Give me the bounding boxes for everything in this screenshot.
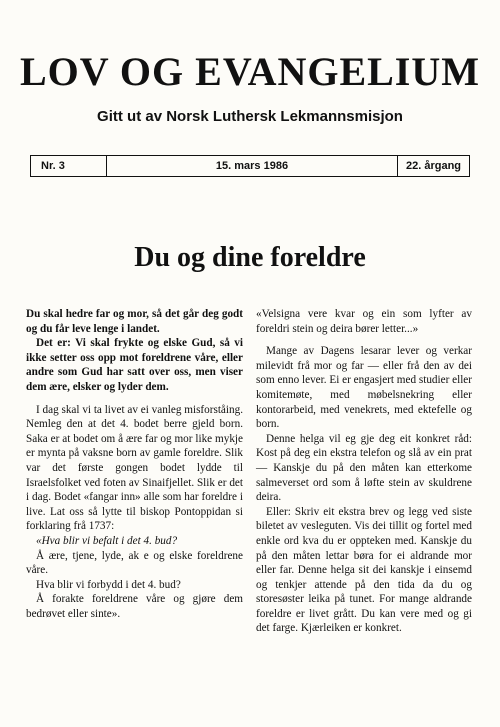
issue-bar <box>30 155 470 177</box>
body-paragraph: Denne helga vil eg gje deg eit konkret råd: Kost på deg ein ekstra telefon og slå av ein prat — Kanskje du på den måten kan etterkome salmeverset ord som å løfte stein av skuldrene deira. <box>256 432 472 504</box>
commandment-explanation: Det er: Vi skal frykte og elske Gud, så vi ikke setter oss opp mot foreldrene våre, eller andre som Gud har satt over oss, men viser dem ære, elsker og lyder dem. <box>26 337 243 393</box>
catechism-question: Hva blir vi forbydd i det 4. bud? <box>36 578 181 591</box>
catechism-answer: Å forakte foreldrene våre og gjøre dem bedrøvet eller sinte». <box>26 593 243 620</box>
issue-number: Nr. 3 <box>31 156 107 176</box>
catechism-question: «Hva blir vi befalt i det 4. bud? <box>36 534 178 547</box>
issue-volume: 22. årgang <box>397 156 469 176</box>
issue-date: 15. mars 1986 <box>215 160 289 172</box>
masthead-title: LOV OG EVANGELIUM <box>19 49 481 94</box>
masthead-subtitle: Gitt ut av Norsk Luthersk Lekmannsmisjon <box>97 108 403 125</box>
hymn-quote: «Velsigna vere kvar og ein som lyfter av foreldri stein og deira bører letter...» <box>256 308 472 335</box>
article-column-left <box>26 307 243 621</box>
body-paragraph: Eller: Skriv eit ekstra brev og legg ved siste biletet av vesleguten. Vis dei tillit og fortel med enkle ord kva du er oppteken med. Kanskje du på den måten lettar børa for ei aldrande mor eller far. Denne helga sit dei kanskje i einsemd og tenkjer attende på den tida da du og storesøster leika på tunet. For mange aldrande foreldre er livet grått. Du kan vere med og gi det farge. Kjærleiken er konkret. <box>256 505 472 635</box>
body-paragraph: Mange av Dagens lesarar lever og verkar milevidt frå mor og far — eller frå den av dei som enno lever. Ei er engasjert med studier eller komitemøte, med møbelsnekring eller kontorarbeid, med venekrets, med ektefelle og born. <box>256 345 472 431</box>
article-column-right <box>256 307 472 636</box>
article-title: Du og dine foreldre <box>134 242 366 273</box>
catechism-answer: Å ære, tjene, lyde, ak e og elske foreldrene våre. <box>26 549 243 577</box>
body-paragraph: I dag skal vi ta livet av ei vanleg misforståing. Nemleg den at det 4. bodet berre gjeld born. Saka er at bodet om å ære far og mor like mykje er mynta på vaksne born av gamle foreldre. Slik var det første gongen bodet lydde til Israelsfolket ved foten av Sinaifjellet. Slik er det i dag. Bodet «fangar inn» alle som har foreldre i live. Lat oss så lytte til biskop Pontoppidan si forklaring frå 1737: <box>26 403 243 533</box>
commandment-text: Du skal hedre far og mor, så det går deg godt og du får leve lenge i landet. <box>26 308 243 335</box>
